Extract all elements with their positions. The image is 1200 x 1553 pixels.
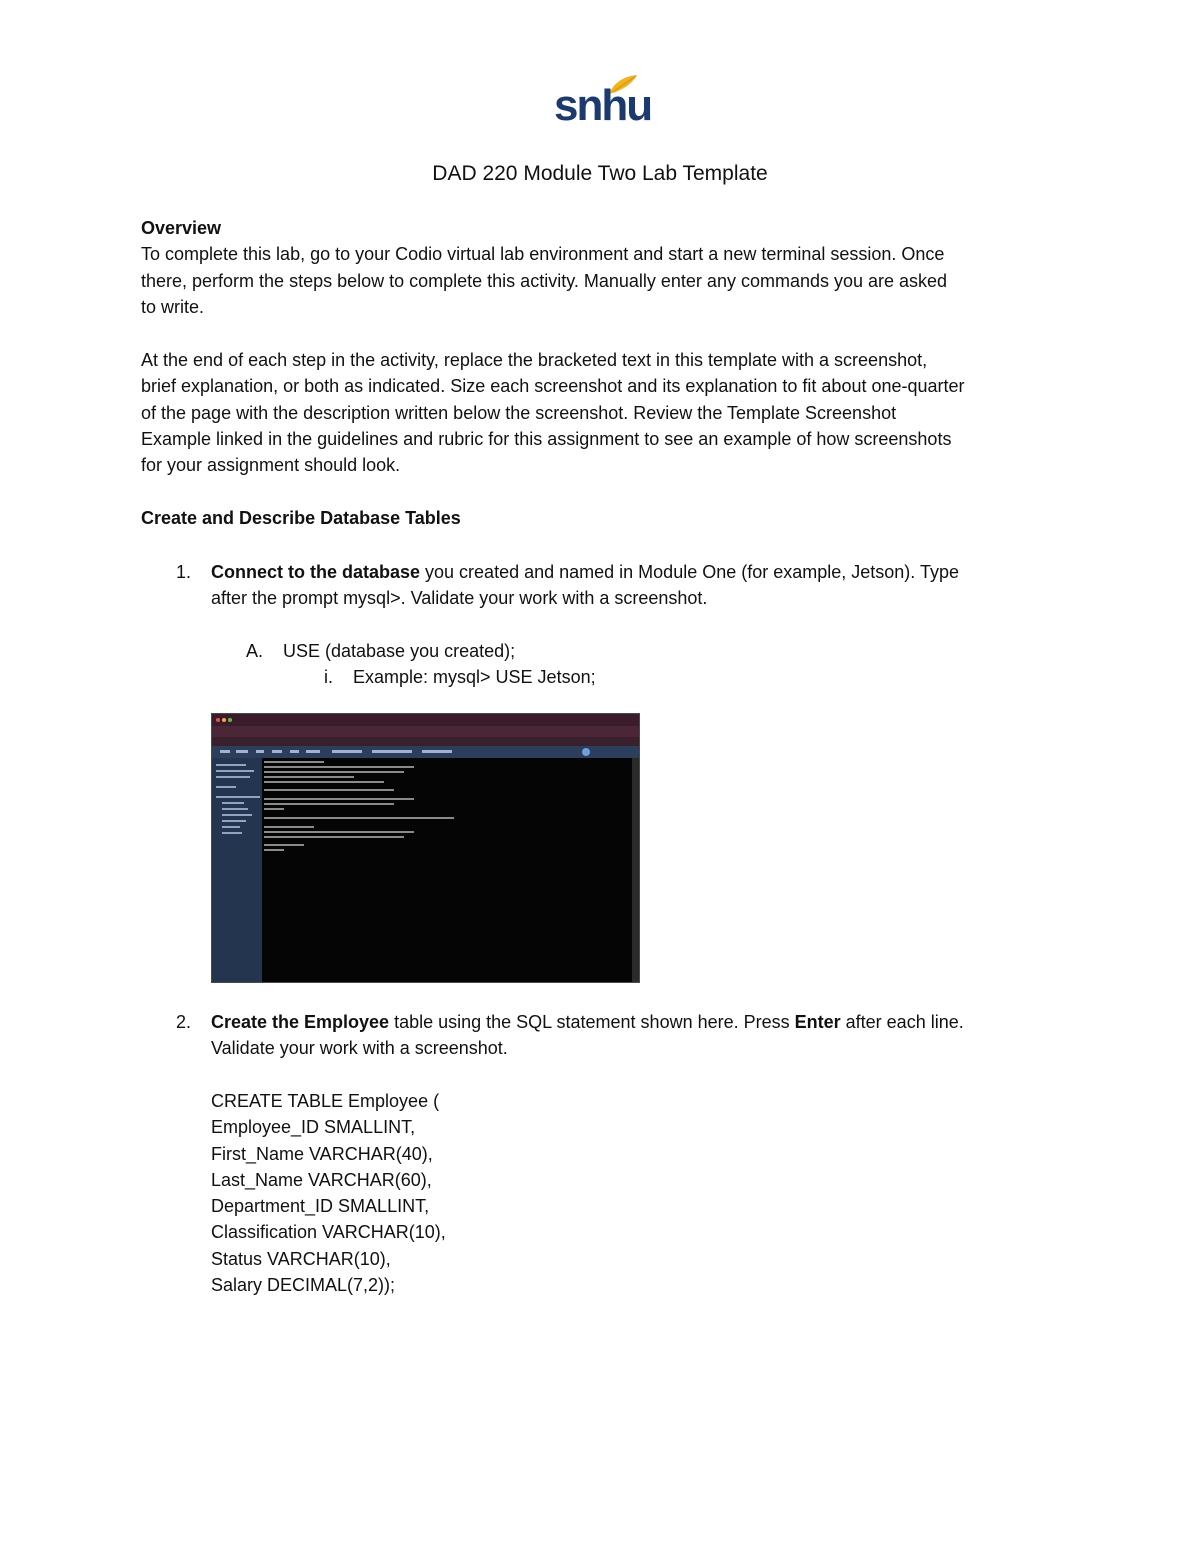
step1-bold: Connect to the database: [211, 562, 421, 582]
step2-text: [211, 1009, 1061, 1062]
overview-line: To complete this lab, go to your Codio virtual lab environment and start a new terminal session. Once: [141, 244, 945, 265]
section-heading: Create and Describe Database Tables: [141, 508, 461, 528]
step2-text2: after each line.: [840, 1012, 964, 1032]
code-line: Classification VARCHAR(10),: [211, 1222, 446, 1243]
avatar: [582, 748, 590, 756]
substep-label: A.: [246, 641, 264, 661]
instructions-line: brief explanation, or both as indicated. Size each screenshot and its explanation to fit about one-quarter: [141, 376, 965, 397]
step1-rest: you created and named in Module One (for example, Jetson). Type: [420, 562, 960, 582]
code-line: First_Name VARCHAR(40),: [211, 1143, 433, 1164]
code-line: Employee_ID SMALLINT,: [211, 1117, 416, 1138]
sql-code-block: [211, 1088, 1061, 1298]
terminal-screenshot: [211, 713, 640, 983]
step2-enter: Enter: [794, 1012, 841, 1032]
step-number: 2.: [176, 1012, 192, 1032]
browser-url-bar: [212, 726, 639, 737]
code-line: Salary DECIMAL(7,2));: [211, 1275, 396, 1296]
step2-bold: Create the Employee: [211, 1012, 390, 1032]
overview-line: there, perform the steps below to complete this activity. Manually enter any commands you are asked: [141, 270, 948, 291]
instructions-line: of the page with the description written below the screenshot. Review the Template Screenshot: [141, 402, 897, 423]
instructions-line: for your assignment should look.: [141, 455, 401, 476]
step1-line2: after the prompt mysql>. Validate your work with a screenshot.: [211, 588, 708, 609]
subsubstep-label: i.: [324, 667, 333, 687]
instructions-line: Example linked in the guidelines and rubric for this assignment to see an example of how screenshots: [141, 428, 952, 449]
instructions-line: At the end of each step in the activity, replace the bracketed text in this template with a screenshot,: [141, 350, 928, 370]
overview-line: to write.: [141, 296, 205, 317]
step-number: 1.: [176, 562, 192, 582]
code-line: CREATE TABLE Employee (: [211, 1091, 440, 1111]
code-line: Last_Name VARCHAR(60),: [211, 1169, 432, 1190]
step1-text: [211, 559, 1061, 612]
terminal-scrollbar: [632, 758, 639, 982]
code-line: Department_ID SMALLINT,: [211, 1196, 430, 1217]
logo-wordmark: snhu: [554, 81, 652, 130]
page-title: DAD 220 Module Two Lab Template: [432, 162, 768, 185]
substep-text: USE (database you created);: [283, 641, 516, 661]
browser-bookmarks-bar: [212, 737, 639, 746]
step2-line2: Validate your work with a screenshot.: [211, 1038, 508, 1059]
file-tree-sidebar: [212, 758, 262, 982]
step2-text1: table using the SQL statement shown here. Press: [389, 1012, 795, 1032]
overview-section: [141, 215, 1061, 320]
snhu-logo: [554, 74, 652, 134]
overview-heading: Overview: [141, 218, 222, 238]
subsubstep-text: Example: mysql> USE Jetson;: [353, 667, 596, 687]
instructions-paragraph: [141, 347, 1061, 478]
code-line: Status VARCHAR(10),: [211, 1248, 391, 1269]
browser-tab-bar: [212, 714, 639, 726]
terminal-pane: [262, 758, 632, 982]
